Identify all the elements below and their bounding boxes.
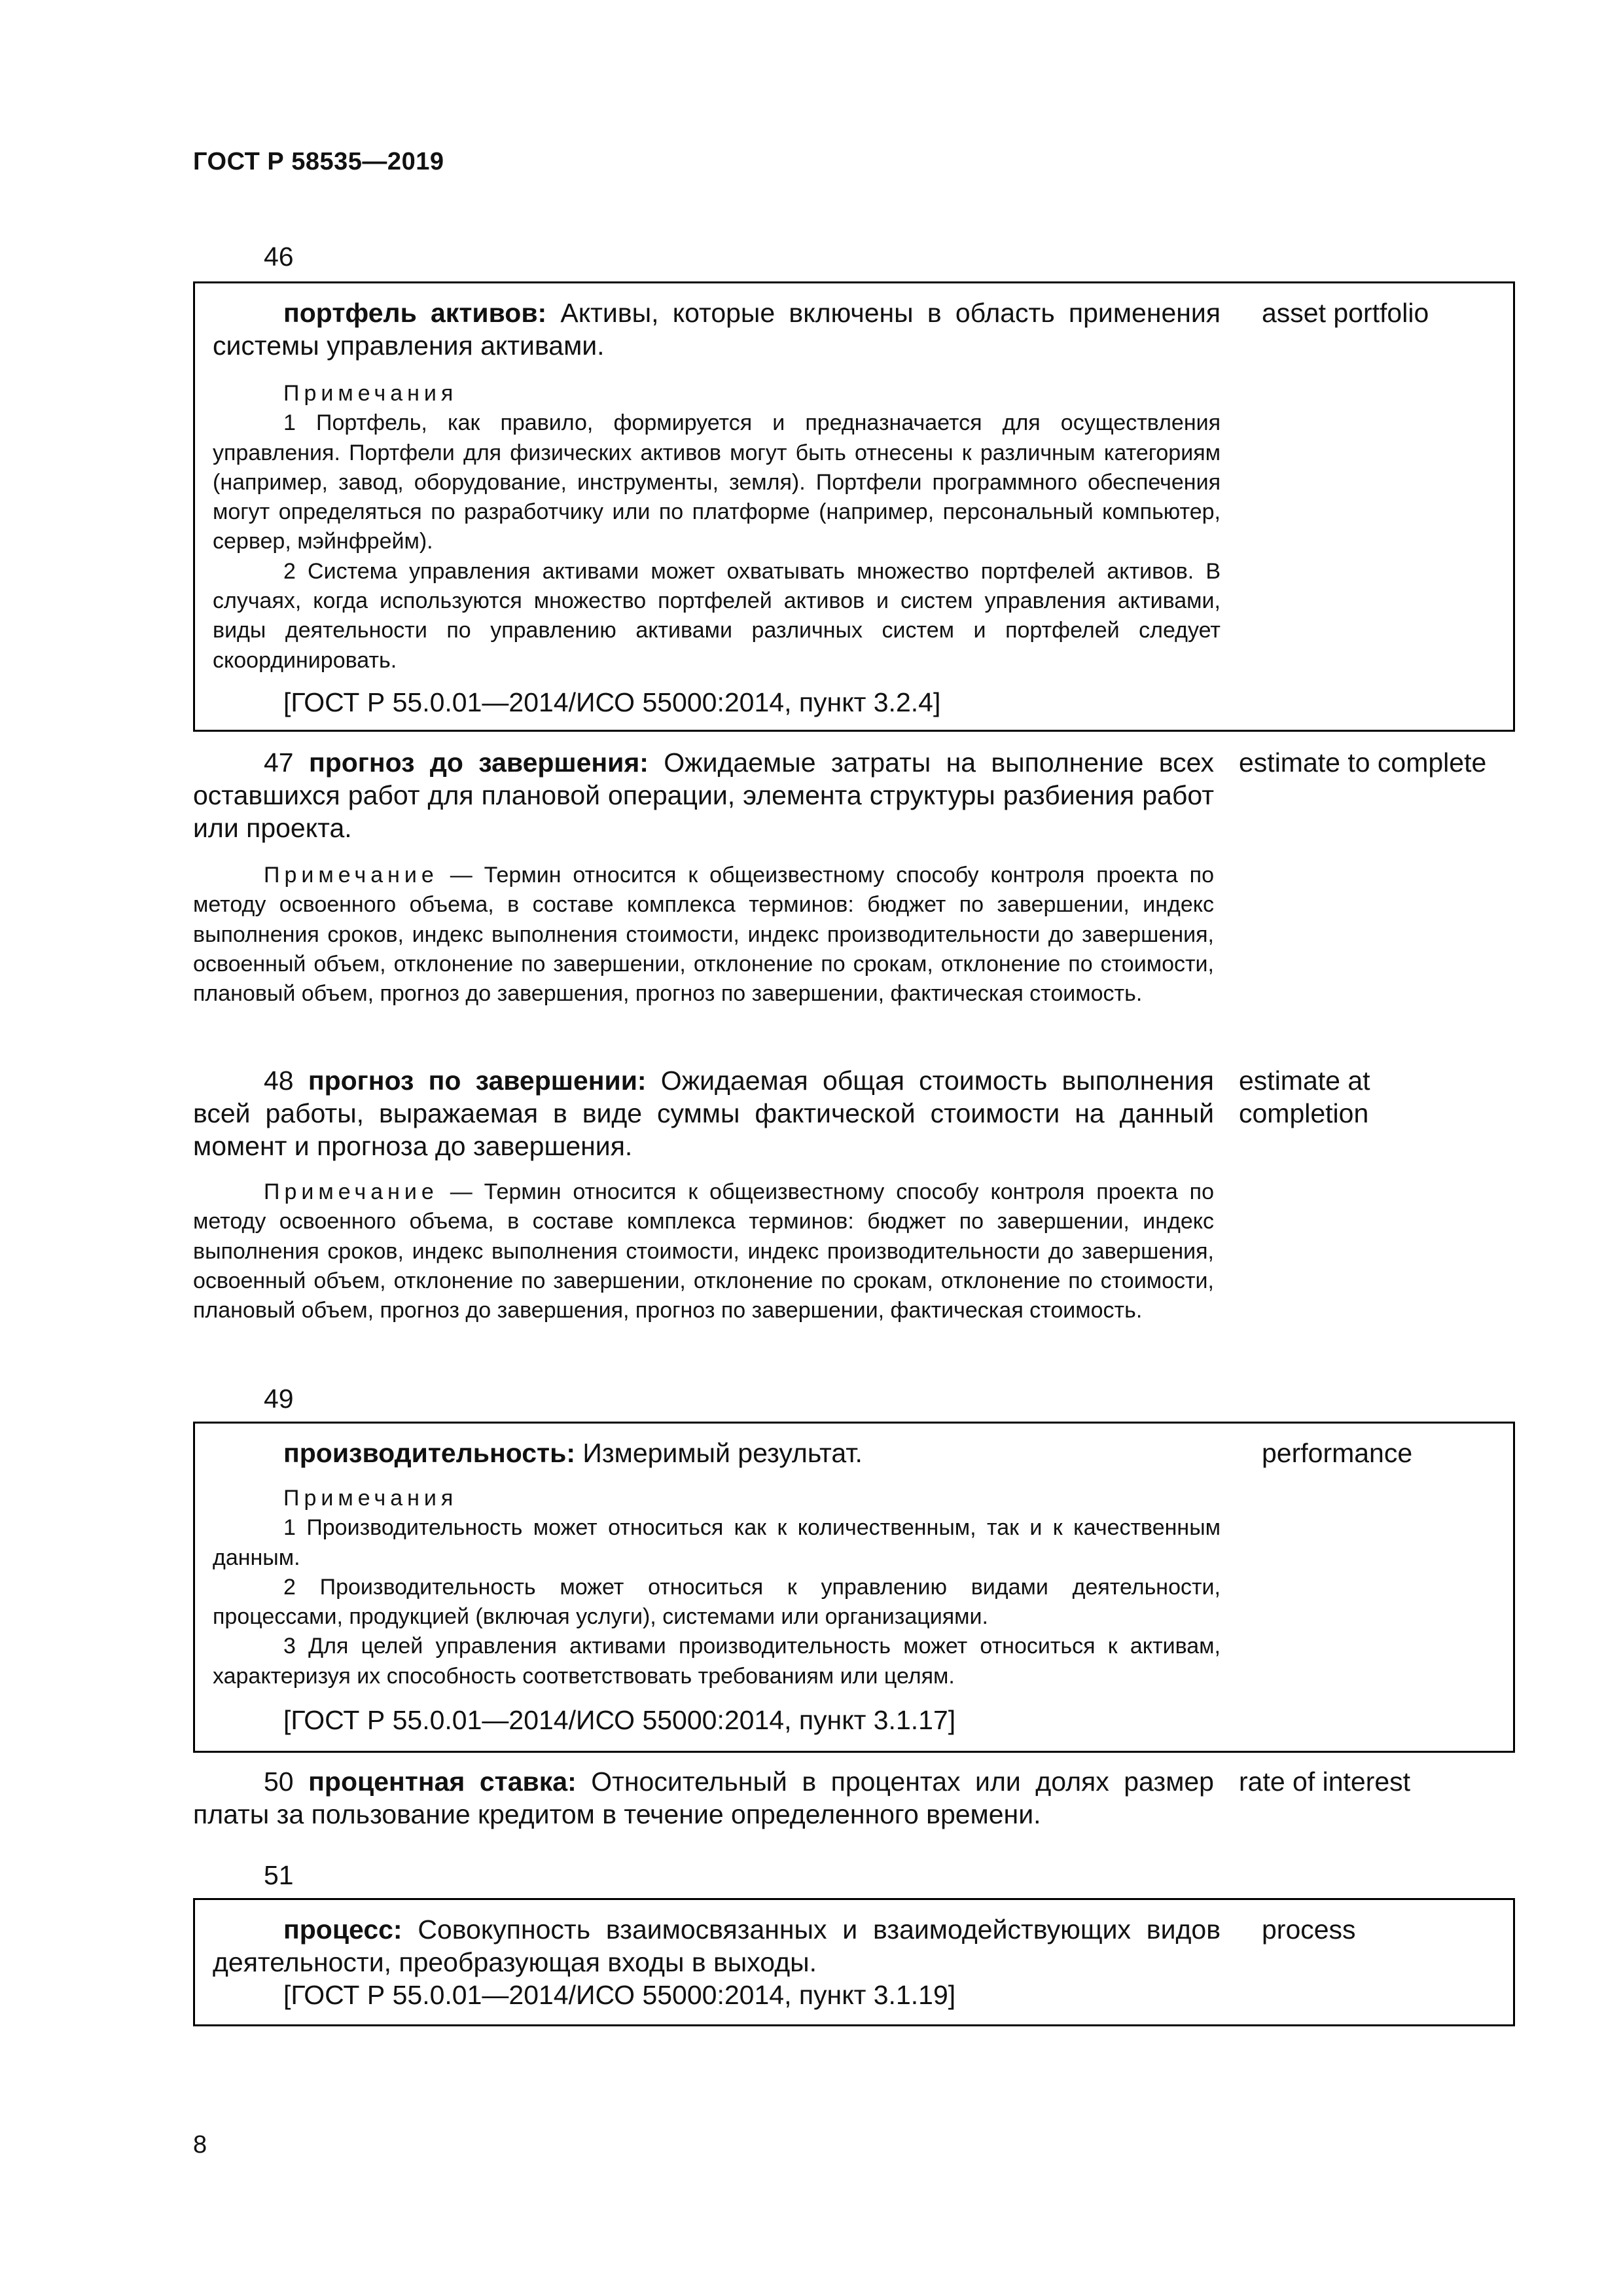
english-term: rate of interest (1239, 1767, 1411, 1797)
term-box (193, 1422, 1515, 1753)
entry-number: 47 (264, 747, 294, 778)
term-definition (193, 1765, 1214, 1831)
definition-text: Измеримый результат. (575, 1438, 863, 1468)
note-heading: Примечание (264, 1179, 438, 1204)
notes-block (213, 379, 1221, 675)
notes-heading: Примечания (283, 1486, 458, 1511)
english-term: process (1262, 1914, 1356, 1945)
source-reference: [ГОСТ Р 55.0.01—2014/ИСО 55000:2014, пункт 3.1.17] (283, 1705, 956, 1735)
source-reference: [ГОСТ Р 55.0.01—2014/ИСО 55000:2014, пункт 3.1.19] (283, 1980, 956, 2010)
source-reference: [ГОСТ Р 55.0.01—2014/ИСО 55000:2014, пункт 3.2.4] (283, 687, 941, 717)
term-box (193, 1898, 1515, 2026)
page-number: 8 (193, 2131, 207, 2159)
notes-block (213, 1484, 1221, 1691)
term-name: процесс: (283, 1914, 402, 1945)
note-item: 1 Производительность может относиться как к количественным, так и к качественным данным. (213, 1515, 1221, 1570)
entry-number: 49 (264, 1384, 294, 1414)
term-definition (213, 1913, 1221, 1979)
note-item: 3 Для целей управления активами производительность может относиться к активам, характеризуя их способность соответствовать требованиям или целям. (213, 1634, 1221, 1689)
english-term: estimate at completion (1239, 1066, 1370, 1128)
definition-text: Совокупность взаимосвязанных и взаимодействующих видов деятельности, преобразующая входы в выходы. (213, 1914, 1221, 1977)
term-definition (213, 1437, 1221, 1469)
term-name: прогноз по завершении: (308, 1066, 647, 1096)
definition-text: Ожидаемые затраты на выполнение всех оставшихся работ для плановой операции, элемента структуры разбиения работ или проекта. (193, 747, 1214, 843)
note-block (193, 861, 1214, 1009)
note-item: 2 Производительность может относиться к управлению видами деятельности, процессами, продукцией (включая услуги), системами или организациями. (213, 1574, 1221, 1630)
term-definition (213, 296, 1221, 362)
term-name: портфель активов: (283, 298, 547, 328)
note-heading: Примечание (264, 863, 438, 888)
entry-number: 48 (264, 1066, 294, 1096)
definition-text: Относительный в процентах или долях размер платы за пользование кредитом в течение определенного времени. (193, 1767, 1214, 1829)
note-block (193, 1177, 1214, 1325)
note-item: 1 Портфель, как правило, формируется и предназначается для осуществления управления. Портфели для физических активов могут быть отнесены к различным категориям (например, завод, оборудование, инструменты, земля). Портфели программного обеспечения могут определяться по разработчику или по платформе (например, персональный компьютер, сервер, мэйнфрейм). (213, 410, 1221, 554)
note-text: — Термин относится к общеизвестному способу контроля проекта по методу освоенного объема, в составе комплекса терминов: бюджет по завершении, индекс выполнения сроков, индекс выполнения стоимости, индекс производительности до завершения, освоенный объем, отклонение по завершении, отклонение по срокам, отклонение по стоимости, плановый объем, прогноз до завершения, прогноз по завершении, фактическая стоимость. (193, 1179, 1214, 1323)
term-name: прогноз до завершения: (308, 747, 649, 778)
entry-number: 46 (264, 242, 294, 272)
english-term: asset portfolio (1262, 298, 1429, 328)
term-box (193, 281, 1515, 732)
definition-text: Ожидаемая общая стоимость выполнения всей работы, выражаемая в виде суммы фактической стоимости на данный момент и прогноза до завершения. (193, 1066, 1214, 1161)
term-name: производительность: (283, 1438, 575, 1468)
notes-heading: Примечания (283, 381, 458, 406)
note-item: 2 Система управления активами может охватывать множество портфелей активов. В случаях, когда используются множество портфелей активов и систем управления активами, виды деятельности по управлению активами различных систем и портфелей следует скоординировать. (213, 558, 1221, 673)
english-term: performance (1262, 1438, 1413, 1468)
definition-text: Активы, которые включены в область применения системы управления активами. (213, 298, 1221, 361)
english-term: estimate to complete (1239, 747, 1487, 778)
note-text: — Термин относится к общеизвестному способу контроля проекта по методу освоенного объема, в составе комплекса терминов: бюджет по завершении, индекс выполнения сроков, индекс выполнения стоимости, индекс производительности до завершения, освоенный объем, отклонение по завершении, отклонение по срокам, отклонение по стоимости, плановый объем, прогноз до завершения, прогноз по завершении, фактическая стоимость. (193, 863, 1214, 1007)
term-definition (193, 1064, 1214, 1162)
entry-number: 51 (264, 1860, 294, 1890)
document-header: ГОСТ Р 58535—2019 (193, 148, 444, 175)
term-definition (193, 746, 1214, 844)
term-name: процентная ставка: (308, 1767, 577, 1797)
entry-number: 50 (264, 1767, 294, 1797)
